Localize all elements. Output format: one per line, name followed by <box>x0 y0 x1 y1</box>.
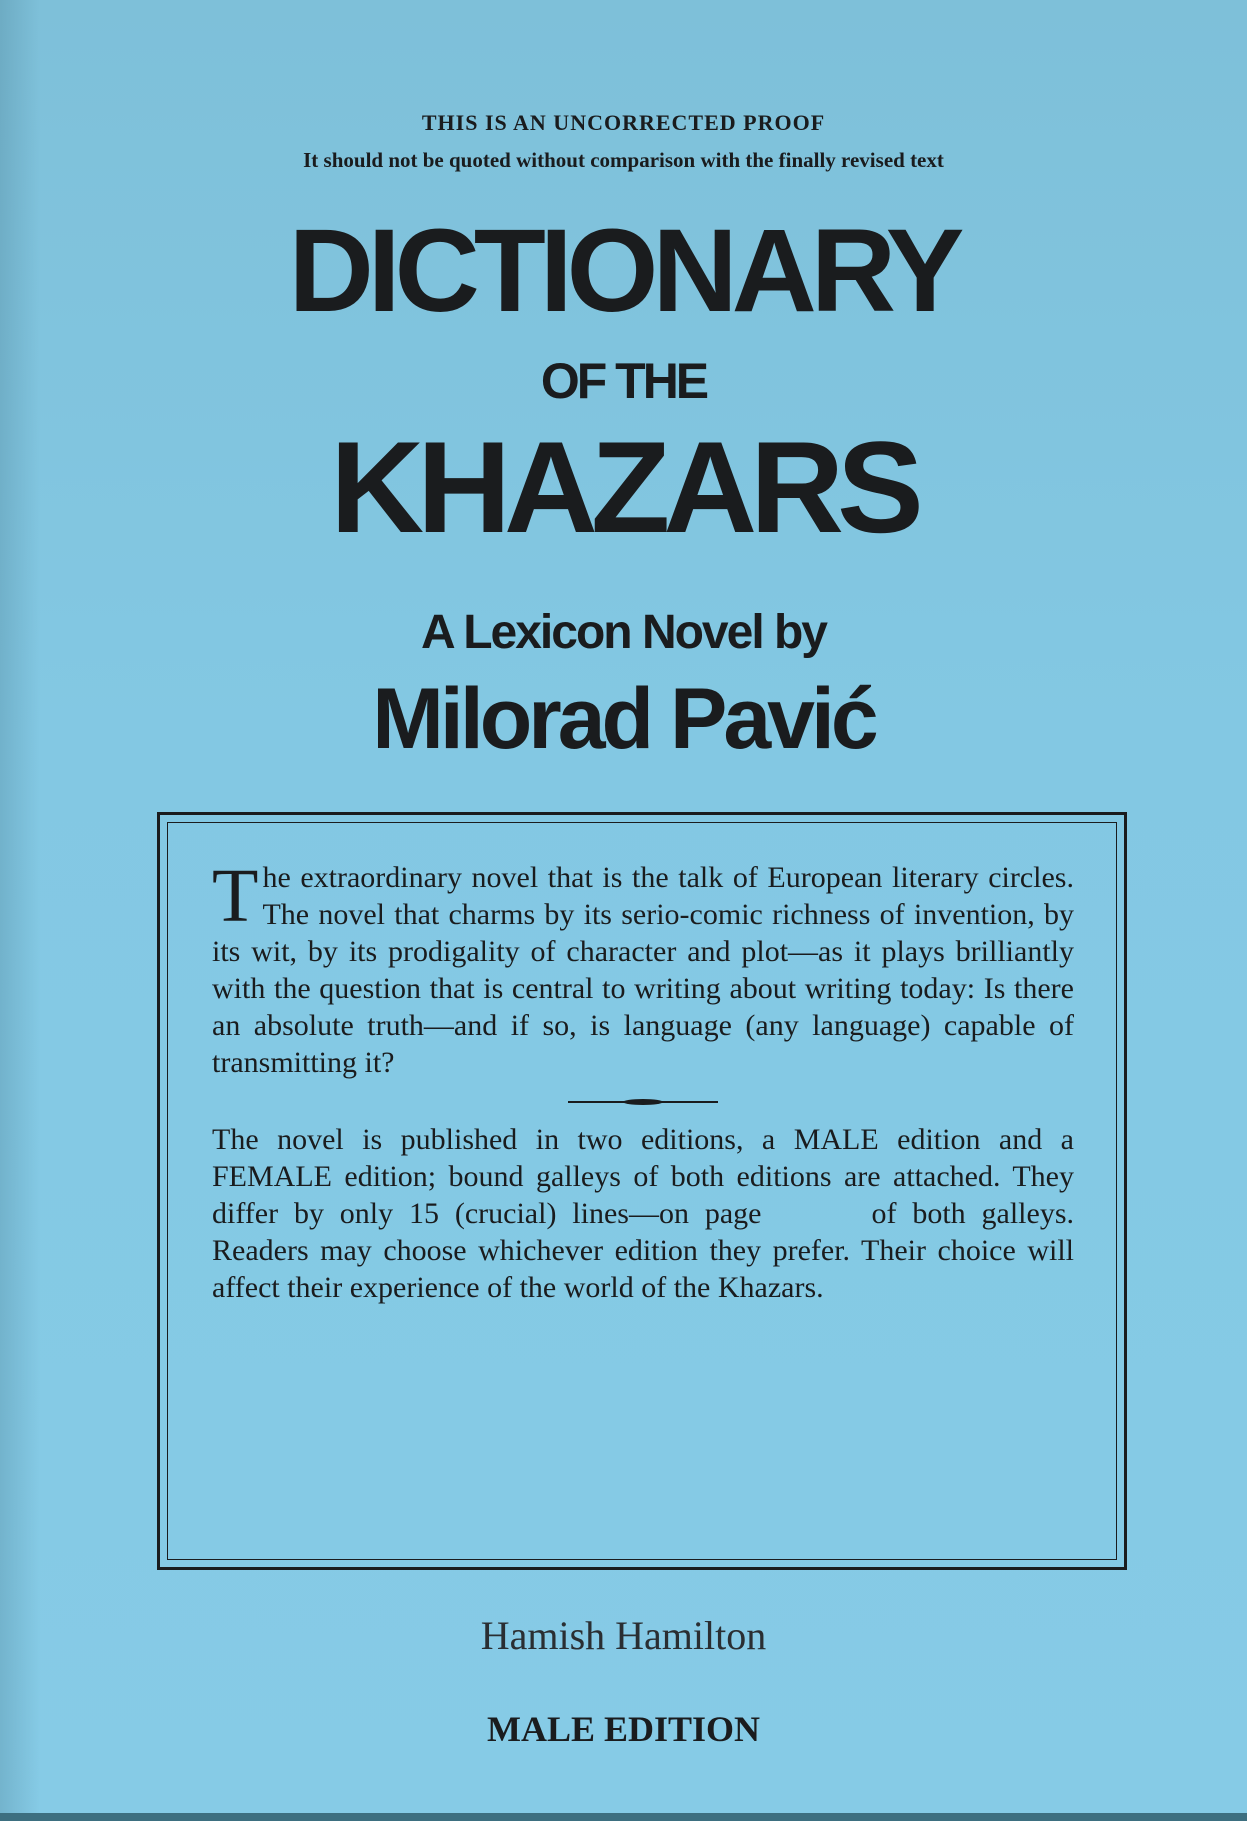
proof-notice-subtext: It should not be quoted without comparison with the finally revised text <box>303 148 944 172</box>
blurb-paragraph-1-text: he extraordinary novel that is the talk of European literary circles. The novel that charms by its serio-comic richness of invention, by its wit, by its prodigality of character and plot—as it plays brilliantly with the question that is central to writing about writing today: Is there an absolute truth—and if so, is language (any language) capable of transmitting it? <box>212 861 1074 1079</box>
blurb-paragraph-1 <box>212 854 1074 1081</box>
subtitle: A Lexicon Novel by <box>421 606 826 659</box>
blurb-text <box>212 854 1074 1306</box>
edition-label: MALE EDITION <box>486 1709 761 1749</box>
title-khazars: KHAZARS <box>330 414 917 560</box>
drop-cap: T <box>212 854 259 938</box>
title-dictionary: DICTIONARY <box>288 205 959 337</box>
blurb-paragraph-2 <box>212 1121 1074 1306</box>
title-of-the: OF THE <box>540 353 707 409</box>
cover-bottom-edge <box>0 1813 1247 1821</box>
author-name: Milorad Pavić <box>372 671 875 767</box>
ornamental-divider <box>568 1101 718 1103</box>
blurb-paragraph-2-text-a: The novel is published in two editions, a MALE edition and a FEMALE edition; bound galleys of both editions are attached. They differ by only 15 (crucial) lines—on page <box>212 1123 1074 1230</box>
publisher-name: Hamish Hamilton <box>480 1613 767 1658</box>
blurb-frame <box>157 812 1127 1570</box>
proof-notice-heading: THIS IS AN UNCORRECTED PROOF <box>421 110 826 135</box>
blurb-paragraph-2-text-b: of both galleys. Readers may choose whichever edition they prefer. Their choice will affect their experience of the world of the Khazars. <box>212 1197 1074 1304</box>
